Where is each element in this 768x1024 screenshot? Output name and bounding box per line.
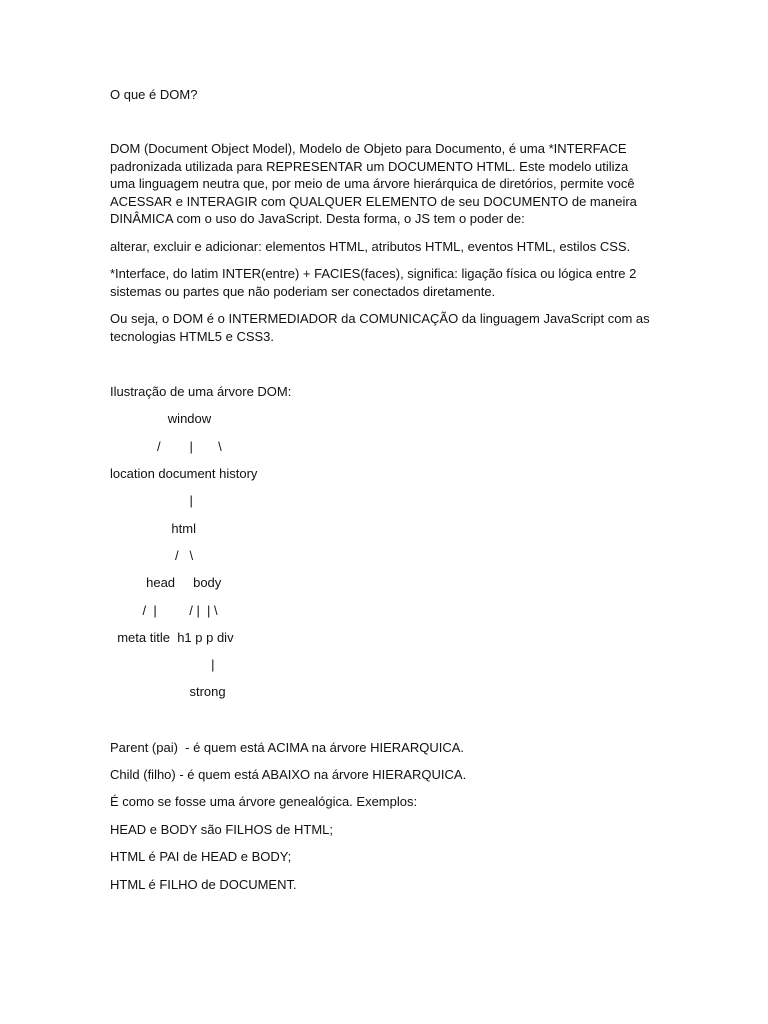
intermediary-paragraph: Ou seja, o DOM é o INTERMEDIADOR da COMUNICAÇÃO da linguagem JavaScript com as tecnologias HTML5 e CSS3. [110, 311, 650, 344]
tree-heading: Ilustração de uma árvore DOM: [110, 384, 292, 399]
definition-child: Child (filho) - é quem está ABAIXO na árvore HIERARQUICA. [110, 767, 467, 782]
example-line: HTML é FILHO de DOCUMENT. [110, 877, 297, 892]
dom-tree-line: meta title h1 p p div [110, 630, 234, 645]
definition-parent: Parent (pai) - é quem está ACIMA na árvore HIERARQUICA. [110, 740, 465, 755]
document-title: O que é DOM? [110, 87, 198, 102]
genealogy-note: É como se fosse uma árvore genealógica. Exemplos: [110, 794, 418, 809]
dom-tree-line: location document history [110, 466, 258, 481]
example-line: HEAD e BODY são FILHOS de HTML; [110, 822, 333, 837]
dom-tree-line: / | \ [110, 439, 222, 454]
dom-tree-line: | [110, 493, 193, 508]
interface-note-paragraph: *Interface, do latim INTER(entre) + FACIES(faces), significa: ligação física ou lógica entre 2 sistemas ou partes que não poderiam ser conectados diretamente. [110, 266, 637, 299]
intro-paragraph: DOM (Document Object Model), Modelo de Objeto para Documento, é uma *INTERFACE padronizada utilizada para REPRESENTAR um DOCUMENTO HTML. Este modelo utiliza uma linguagem neutra que, por meio de uma árvore hierárquica de diretórios, permite você ACESSAR e INTERAGIR com QUALQUER ELEMENTO de seu DOCUMENTO de maneira DINÂMICA com o uso do JavaScript. Desta forma, o JS tem o poder de: [110, 141, 637, 226]
dom-tree-line: / | / | | \ [110, 603, 218, 618]
powers-paragraph: alterar, excluir e adicionar: elementos HTML, atributos HTML, eventos HTML, estilos CSS. [110, 239, 631, 254]
dom-tree-line: | [110, 657, 215, 672]
dom-tree-line: html [110, 521, 196, 536]
dom-tree-line: head body [110, 575, 222, 590]
dom-tree-line: / \ [110, 548, 194, 563]
dom-tree-line: window [110, 411, 212, 426]
dom-tree-line: strong [110, 684, 226, 699]
example-line: HTML é PAI de HEAD e BODY; [110, 849, 292, 864]
